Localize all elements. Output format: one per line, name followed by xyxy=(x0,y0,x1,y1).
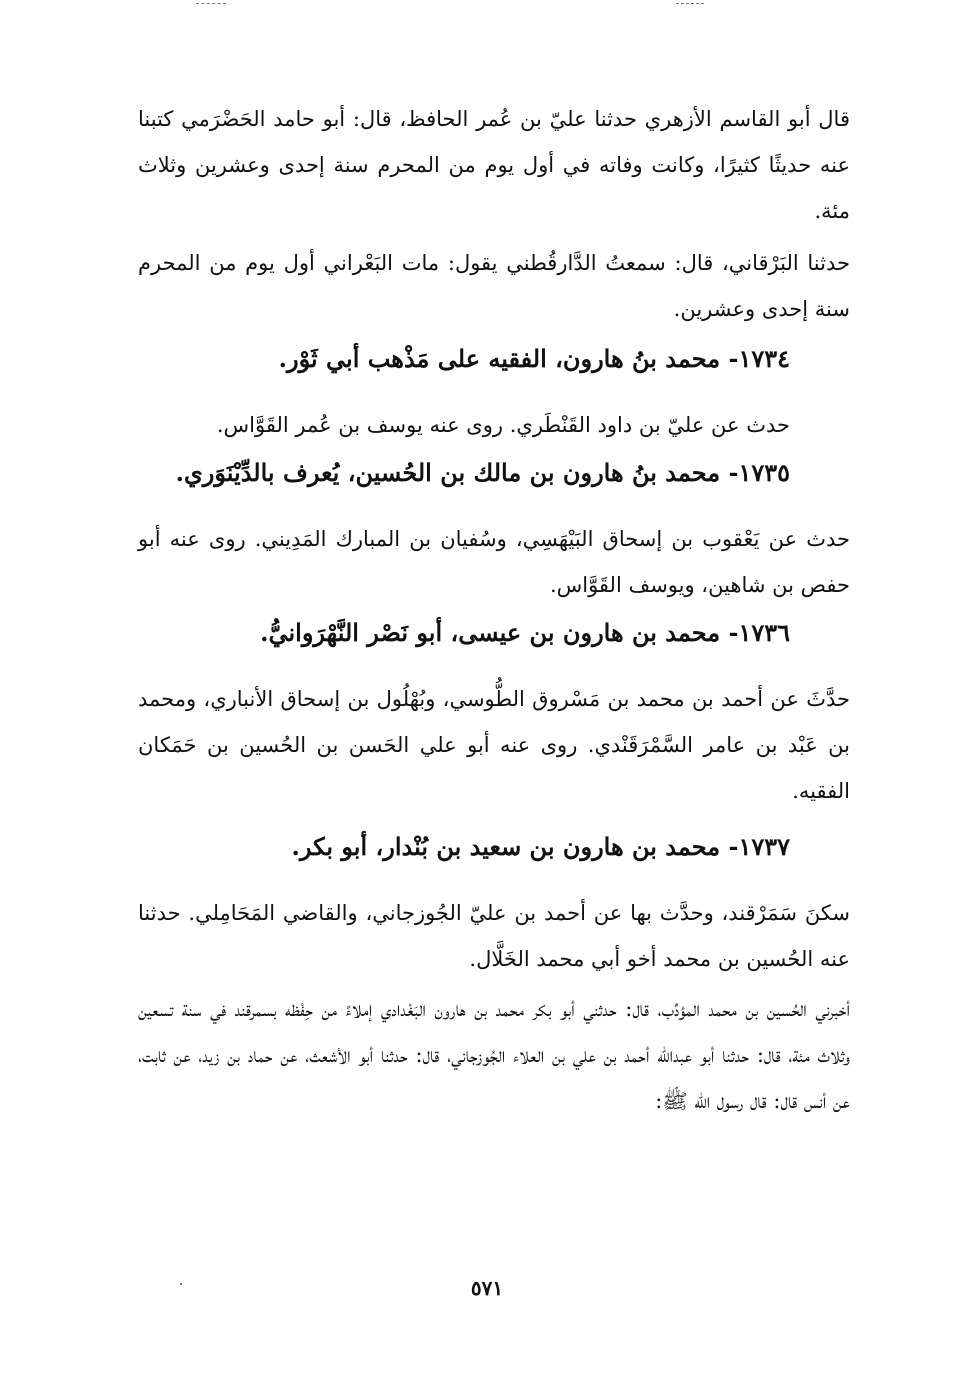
paragraph: قال أبو القاسم الأزهري حدثنا عليّ بن عُمر الحافظ، قال: أبو حامد الحَضْرَمي كتبنا عنه حديثًا كثيرًا، وكانت وفاته في أول يوم من المحرم سنة إحدى وعشرين وثلاث مئة. xyxy=(138,107,850,223)
entry-heading: ١٧٣٤- محمد بنُ هارون، الفقيه على مَذْهب أبي ثَوْر. xyxy=(278,344,790,373)
page-number: ٥٧١ xyxy=(470,1276,504,1300)
entry-heading: ١٧٣٦- محمد بن هارون بن عيسى، أبو نَصْر النَّهْرَوانيُّ. xyxy=(260,618,790,647)
entry-heading: ١٧٣٧- محمد بن هارون بن سعيد بن بُنْدار، أبو بكر. xyxy=(291,832,790,861)
paragraph: أخبرني الحُسين بن محمد المؤدِّب، قال: حدثني أبو بكر محمد بن هارون البَغْدادي إملاءً من حِفْظه بسمرقند في سنة تسعين وثلاث مئة، قال: حدثنا أبو عبدالله أحمد بن علي بن العلاء الجُوزجاني، قال: حدثنا أبو الأشعث، عن حماد بن زيد، عن ثابت، عن أنس قال: قال رسول الله ﷺ: xyxy=(138,997,850,1113)
entry-heading: ١٧٣٥- محمد بنُ هارون بن مالك بن الحُسين، يُعرف بالدِّيْنَوَري. xyxy=(175,458,790,487)
paragraph: حدث عن يَعْقوب بن إسحاق البَيْهَسِي، وسُفيان بن المبارك المَدِيني. روى عنه أبو حفص بن شاهين، ويوسف القَوَّاس. xyxy=(138,527,850,597)
paragraph: حدثنا البَرْقاني، قال: سمعتُ الدَّارقُطني يقول: مات البَعْراني أول يوم من المحرم سنة إحدى وعشرين. xyxy=(138,251,850,321)
scan-mark xyxy=(196,3,226,4)
body-text xyxy=(138,96,850,1124)
paragraph: سكنَ سَمَرْقند، وحدَّث بها عن أحمد بن عليّ الجُوزجاني، والقاضي المَحَامِلي. حدثنا عنه الحُسين بن محمد أخو أبي محمد الخَلَّال. xyxy=(138,901,850,971)
scan-mark xyxy=(676,3,704,4)
paragraph: حدث عن عليّ بن داود القَنْطَري. روى عنه يوسف بن عُمر القَوَّاس. xyxy=(216,413,790,437)
paragraph: حدَّثَ عن أحمد بن محمد بن مَسْروق الطُّوسي، وبُهْلُول بن إسحاق الأنباري، ومحمد بن عَبْد بن عامر السَّمْرَقَنْدي. روى عنه أبو علي الحَسن بن الحُسين بن حَمَكان الفقيه. xyxy=(138,687,850,803)
